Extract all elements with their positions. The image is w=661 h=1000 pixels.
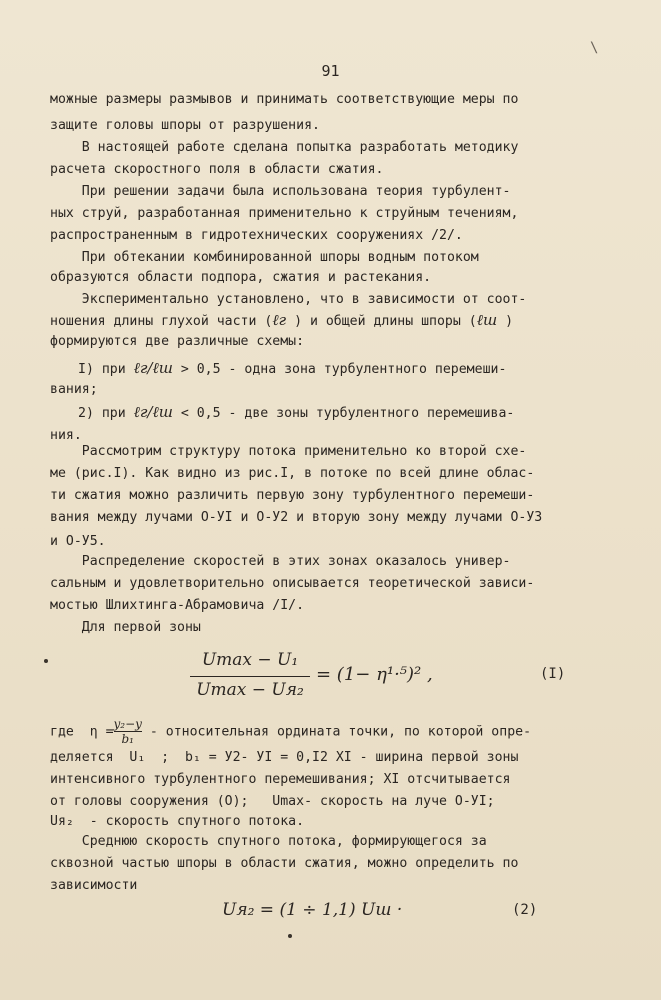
list-item-1: I) при ℓг/ℓш > 0,5 - одна зона турбулентного перемеши- [78, 359, 507, 377]
text-line: формируются две различные схемы: [50, 334, 305, 349]
ratio-symbol: ℓг/ℓш [133, 403, 173, 421]
symbol-lg: ℓг [272, 311, 287, 329]
text-line: ных струй, разработанная применительно к струйным течениям, [50, 206, 519, 221]
text-line: мостью Шлихтинга-Абрамовича /I/. [50, 598, 305, 613]
text-line: ти сжатия можно различить первую зону турбулентного перемеши- [50, 488, 535, 503]
text-line: Рассмотрим структуру потока применительно ко второй схе- [50, 444, 527, 459]
margin-dot [288, 934, 292, 938]
symbol-lsh: ℓш [476, 311, 498, 329]
corner-mark: \ [590, 40, 599, 56]
text-line: зависимости [50, 878, 138, 893]
text-line: В настоящей работе сделана попытка разработать методику [50, 140, 519, 155]
text-line: При обтекании комбинированной шпоры водным потоком [50, 250, 479, 265]
text-line: интенсивного турбулентного перемешивания; XI отсчитывается [50, 772, 511, 787]
text-line: деляется U₁ ; b₁ = У2- УI = 0,I2 XI - ширина первой зоны [50, 750, 519, 765]
text-line: Для первой зоны [50, 620, 201, 635]
margin-dot [44, 659, 48, 663]
list-item-2: 2) при ℓг/ℓш < 0,5 - две зоны турбулентного перемешива- [78, 403, 515, 421]
text-line: Экспериментально установлено, что в зависимости от соот- [50, 292, 527, 307]
fraction-bar [190, 676, 310, 677]
text-line: от головы сооружения (О); Umax- скорость на луче О-УI; [50, 794, 495, 809]
eta-fraction: $\frac{\text{y₂−y}}{\text{b₁}}$ [113, 717, 142, 746]
list-item-2-cont: ния. [50, 428, 82, 443]
text-line: образуются области подпора, сжатия и растекания. [50, 270, 432, 285]
equation-number-1: (I) [540, 666, 566, 682]
list-item-1-cont: вания; [50, 382, 98, 397]
formula-1-rhs: = (1− η¹·⁵)² , [316, 664, 433, 685]
text-line: ме (рис.I). Как видно из рис.I, в потоке по всей длине облас- [50, 466, 535, 481]
text-line: распространенным в гидротехнических сооружениях /2/. [50, 228, 463, 243]
text-line: сальным и удовлетворительно описывается теоретической зависи- [50, 576, 535, 591]
text-line: Uя₂ - скорость спутного потока. [50, 814, 305, 829]
text-line: сквозной частью шпоры в области сжатия, можно определить по [50, 856, 519, 871]
text-line: вания между лучами О-УI и О-У2 и вторую зону между лучами О-У3 [50, 510, 543, 525]
equation-number-2: (2) [512, 902, 538, 918]
formula-1-numerator: Umax − U₁ [201, 650, 299, 670]
text-line: можные размеры размывов и принимать соответствующие меры по [50, 92, 519, 107]
ratio-symbol: ℓг/ℓш [133, 359, 173, 377]
text-line: Распределение скоростей в этих зонах оказалось универ- [50, 554, 511, 569]
definition-line: где $\eta =\frac{\text{y₂−y}}{\text{b₁}}$ - относительная ордината точки, по которой опре- [50, 717, 532, 746]
formula-2: Uя₂ = (1 ÷ 1,1) Uш · [222, 900, 403, 920]
formula-1-denominator: Umax − Uя₂ [196, 680, 304, 700]
text-line-length-ratio: ношения длины глухой части (ℓг ) и общей длины шпоры (ℓш ) [50, 311, 514, 329]
text-line: Среднюю скорость спутного потока, формирующегося за [50, 834, 487, 849]
formula-1 [190, 650, 433, 706]
text-line: При решении задачи была использована теория турбулент- [50, 184, 511, 199]
text-line: защите головы шпоры от разрушения. [50, 118, 320, 133]
page-number: 91 [321, 62, 340, 80]
text-line: и О-У5. [50, 534, 106, 549]
text-line: расчета скоростного поля в области сжатия. [50, 162, 384, 177]
